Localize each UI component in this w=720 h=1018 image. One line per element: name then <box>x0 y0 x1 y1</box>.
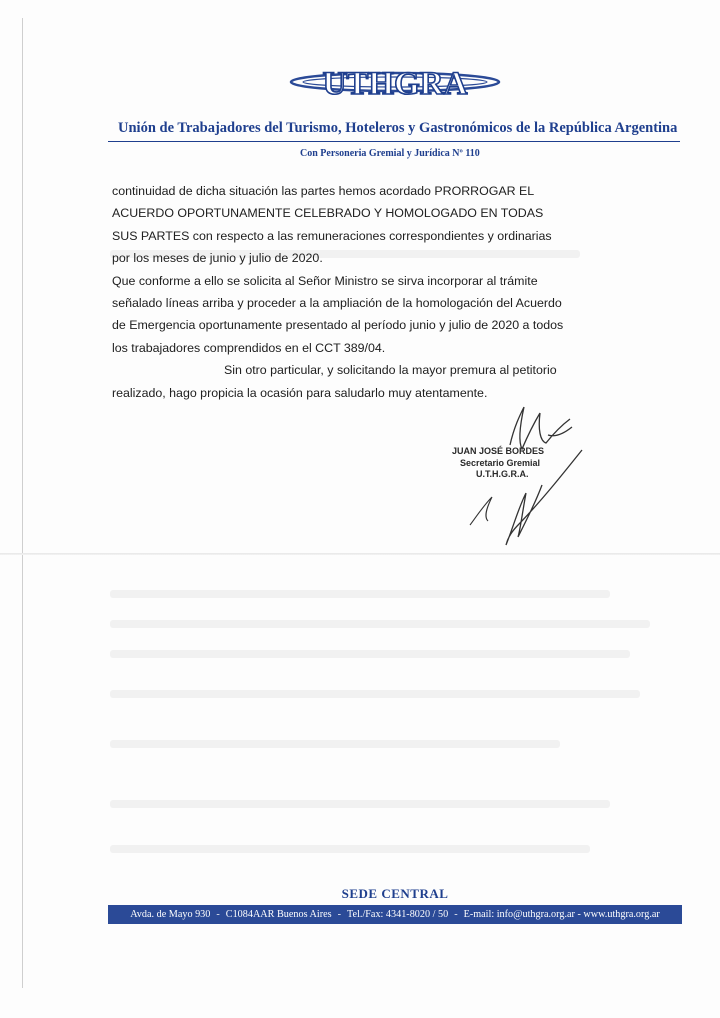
organization-name: Unión de Trabajadores del Turismo, Hoteleros y Gastronómicos de la República Argentina <box>118 120 678 136</box>
show-through-mark <box>110 740 560 748</box>
footer-separator: - <box>454 909 458 920</box>
uthgra-logo <box>285 58 505 108</box>
logo-text: UTHGRA <box>322 66 468 102</box>
show-through-mark <box>110 650 630 658</box>
show-through-mark <box>110 590 610 598</box>
body-line: ACUERDO OPORTUNAMENTE CELEBRADO Y HOMOLOGADO EN TODAS <box>112 206 544 221</box>
body-line: continuidad de dicha situación las partes hemos acordado PRORROGAR EL <box>112 184 535 198</box>
footer-phone: Tel./Fax: 4341-8020 / 50 <box>347 909 449 920</box>
stamp-name: JUAN JOSÉ BORDES <box>452 446 545 456</box>
body-line: Que conforme a ello se solicita al Señor Ministro se sirva incorporar al trámite <box>112 273 538 288</box>
page-edge-line <box>22 18 23 988</box>
footer-email-web: E-mail: info@uthgra.org.ar - www.uthgra.org.ar <box>463 909 660 920</box>
footer-postal: C1084AAR Buenos Aires <box>225 909 332 920</box>
show-through-mark <box>110 845 590 853</box>
body-line: de Emergencia oportunamente presentado al período junio y julio de 2020 a todos <box>112 318 564 333</box>
body-line: SUS PARTES con respecto a las remuneraciones correspondientes y ordinarias <box>112 228 552 243</box>
show-through-mark <box>110 620 650 628</box>
show-through-mark <box>110 690 640 698</box>
footer-contact-bar <box>108 905 682 924</box>
body-line: Sin otro particular, y solicitando la mayor premura al petitorio <box>224 363 557 378</box>
footer-address: Avda. de Mayo 930 <box>130 909 211 920</box>
stamp-role: Secretario Gremial <box>460 457 541 468</box>
paper-fold-line <box>0 553 720 555</box>
body-line: señalado líneas arriba y proceder a la ampliación de la homologación del Acuerdo <box>112 296 562 311</box>
footer-separator: - <box>216 909 220 920</box>
show-through-mark <box>110 800 610 808</box>
letter-body <box>112 180 582 404</box>
body-line: los trabajadores comprendidos en el CCT 389/04. <box>112 340 386 355</box>
organization-subtitle: Con Personeria Gremial y Jurídica Nº 110 <box>300 148 480 159</box>
stamp-org: U.T.H.G.R.A. <box>476 469 529 479</box>
body-line: por los meses de junio y julio de 2020. <box>112 251 323 266</box>
footer-separator: - <box>337 909 342 920</box>
signature-stamp <box>452 446 572 481</box>
body-line: realizado, hago propicia la ocasión para saludarlo muy atentamente. <box>112 385 488 400</box>
sede-central-heading: SEDE CENTRAL <box>341 886 449 901</box>
header-rule <box>108 141 680 142</box>
